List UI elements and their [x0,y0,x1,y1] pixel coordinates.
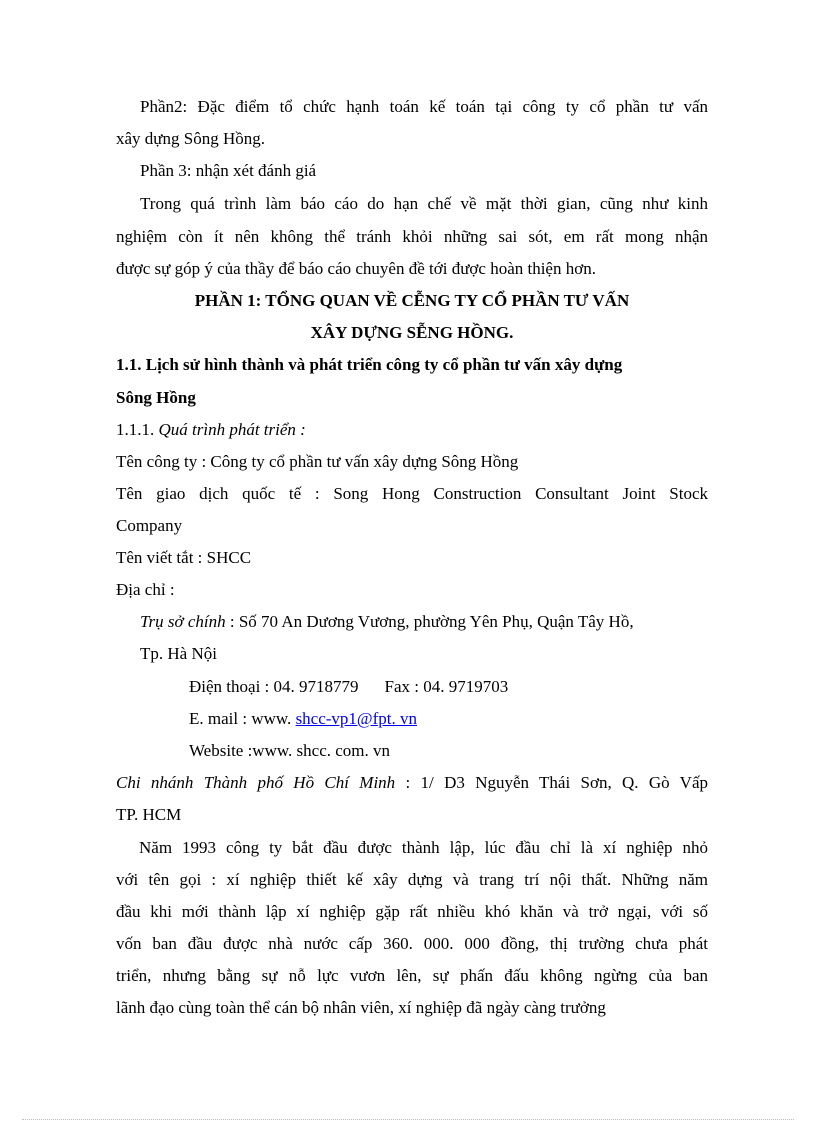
email-line [189,710,708,727]
phone-text: Điện thoại : 04. 9718779 [189,677,359,696]
branch-label: Chi nhánh Thành phố Hồ Chí Minh [116,773,396,792]
hq-address-line1 [140,613,708,630]
fax-text: Fax : 04. 9719703 [384,677,509,696]
subsection-number: 1.1.1. [116,420,155,439]
hq-value: : Số 70 An Dương Vương, phường Yên Phụ, Quận Tây Hồ, [225,612,634,631]
subsection-title: Quá trình phát triển : [158,420,306,439]
closing-line-3: được sự góp ý của thầy để báo cáo chuyên đề tới được hoàn thiện hơn. [116,259,596,278]
intl-name-line2: Company [116,516,183,535]
company-abbrev: Tên viết tắt : SHCC [116,548,252,567]
company-name: Tên công ty : Công ty cổ phần tư vấn xây dựng Sông Hồng [116,452,519,471]
history-line-6: lãnh đạo cùng toàn thể cán bộ nhân viên, xí nghiệp đã ngày càng trưởng [116,998,606,1017]
chapter-title-line1: PHẦN 1: TỔNG QUAN VỀ CỄNG TY CỔ PHẦN TƯ VẤN [194,291,630,310]
section-heading-line2: Sông Hồng [116,388,196,407]
section-heading-line1: 1.1. Lịch sử hình thành và phát triển công ty cổ phần tư vấn xây dựng [116,355,623,374]
history-line-3: đầu khi mới thành lập xí nghiệp gặp rất nhiều khó khăn và trở ngại, với số [116,902,708,921]
page-bottom-rule [22,1119,794,1120]
chapter-title-line2: XÂY DỰNG SỄNG HỒNG. [310,323,514,342]
subsection-heading [116,421,708,438]
website-line: Website :www. shcc. com. vn [189,741,391,760]
hq-address-line2: Tp. Hà Nội [140,644,217,663]
email-link[interactable]: shcc-vp1@fpt. vn [295,709,417,728]
part3-line: Phần 3: nhận xét đánh giá [140,161,317,180]
branch-line1 [116,774,708,791]
history-line-1: Năm 1993 công ty bắt đầu được thành lập, lúc đầu chỉ là xí nghiệp nhỏ [139,838,708,857]
history-line-5: triển, nhưng bằng sự nỗ lực vươn lên, sự phấn đấu không ngừng của ban [116,966,708,985]
branch-line2: TP. HCM [116,805,182,824]
closing-line-2: nghiệm còn ít nên không thể tránh khỏi những sai sót, em rất mong nhận [116,227,708,246]
history-line-2: với tên gọi : xí nghiệp thiết kế xây dựng và trang trí nội thất. Những năm [116,870,708,889]
contact-phone-fax [189,678,708,695]
branch-value: : 1/ D3 Nguyễn Thái Sơn, Q. Gò Vấp [395,773,708,792]
email-label: E. mail : www. [189,709,296,728]
intl-name-line1: Tên giao dịch quốc tế : Song Hong Construction Consultant Joint Stock [116,484,708,503]
history-line-4: vốn ban đầu được nhà nước cấp 360. 000. 000 đồng, thị trường chưa phát [116,934,708,953]
closing-line-1: Trong quá trình làm báo cáo do hạn chế về mặt thời gian, cũng như kinh [140,194,708,213]
address-label: Địa chỉ : [116,580,175,599]
hq-label: Trụ sở chính [140,612,226,631]
part2-line1: Phần2: Đặc điểm tổ chức hạnh toán kế toán tại công ty cổ phần tư vấn [140,97,708,116]
part2-line2: xây dựng Sông Hồng. [116,129,265,148]
